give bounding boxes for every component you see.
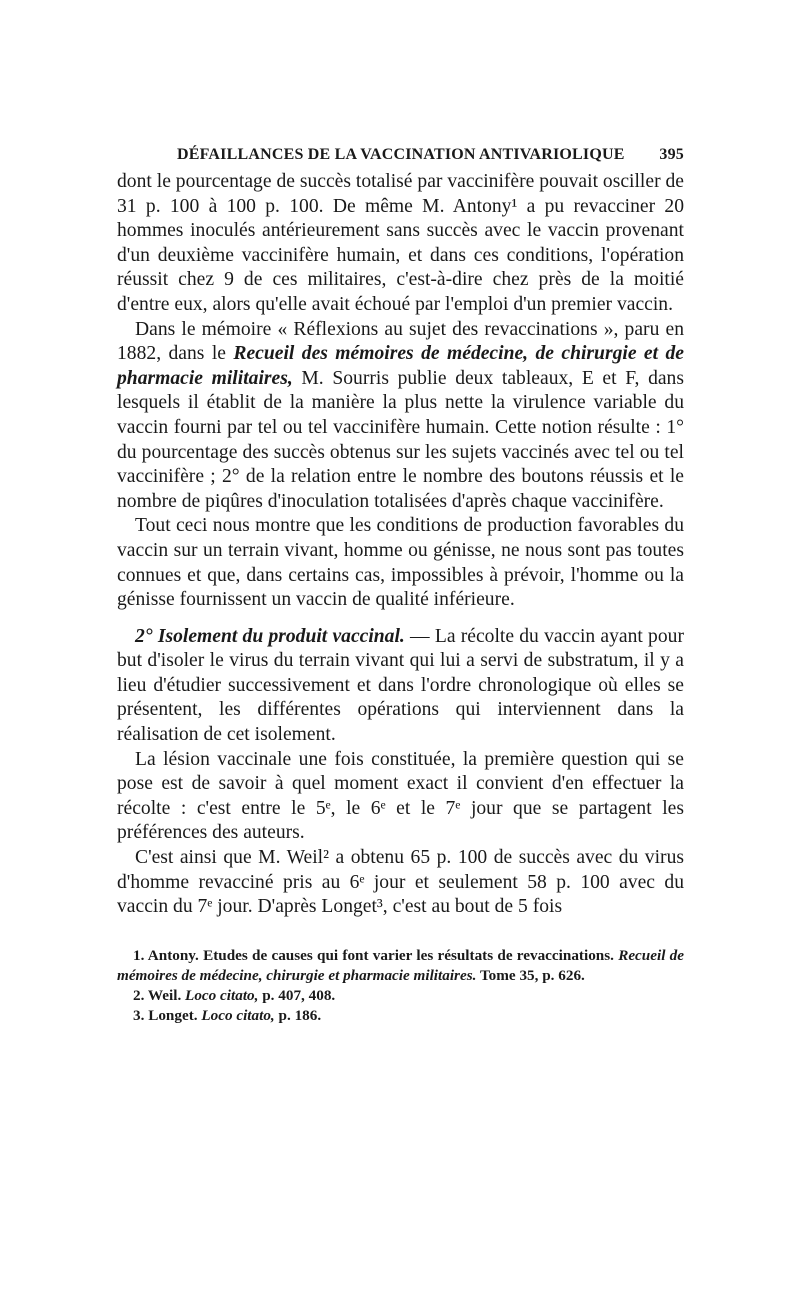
footnote bbox=[117, 986, 684, 1006]
footnote-text: p. 407, 408. bbox=[262, 986, 336, 1004]
footnote bbox=[117, 946, 684, 986]
footnote-text: 2. Weil. bbox=[133, 986, 182, 1004]
footnote-text: 1. Antony. Etudes de causes qui font varier les résultats de revaccinations. bbox=[133, 946, 614, 964]
footnote-citation: Loco citato, bbox=[185, 986, 259, 1004]
running-title: DÉFAILLANCES DE LA VACCINATION ANTIVARIOLIQUE bbox=[177, 146, 625, 163]
paragraph: La lésion vaccinale une fois constituée, la première question qui se pose est de savoir à quel moment exact il convient d'en effectuer la récolte : c'est entre le 5ᵉ, le 6ᵉ et le 7ᵉ jour que se partagent les préférences des auteurs. bbox=[117, 748, 684, 844]
paragraph: dont le pourcentage de succès totalisé par vaccinifère pouvait osciller de 31 p. 100 à 100 p. 100. De même M. Antony¹ a pu revacciner 20 hommes inoculés antérieurement sans succès avec le vaccin provenant d'un deuxième vaccinifère humain, et dans ces conditions, l'opération réussit chez 9 de ces militaires, c'est-à-dire chez près de la moitié d'entre eux, alors qu'elle avait échoué par l'emploi d'un premier vaccin. bbox=[117, 171, 684, 315]
footnote-citation: Loco citato, bbox=[201, 1006, 275, 1024]
journal-title: Recueil des mémoires de médecine, de chirurgie et de pharmacie militaires, bbox=[117, 343, 684, 389]
paragraph-text: M. Sourris publie deux tableaux, E et F, dans lesquels il établit de la manière la plus nette la virulence variable du vaccin fourni par tel ou tel vaccinifère humain. Cette notion résulte : 1° du pourcentage des succès obtenus sur les sujets vaccinés avec tel ou tel vaccinifère ; 2° de la relation entre le nombre des boutons réussis et le nombre de piqûres d'inoculation totalisées d'après chaque vaccinifère. bbox=[117, 367, 684, 512]
paragraph: C'est ainsi que M. Weil² a obtenu 65 p. 100 de succès avec du virus d'homme revacciné pris au 6ᵉ jour et seulement 58 p. 100 avec du vaccin du 7ᵉ jour. D'après Longet³, c'est au bout de 5 fois bbox=[117, 847, 684, 918]
paragraph-text: — La récolte du vaccin ayant pour but d'isoler le virus du terrain vivant qui lui a servi de substratum, il y a lieu d'étudier successivement et dans l'ordre chronologique où elles se présentent, les différentes opérations qui interviennent dans la réalisation de cet isolement. bbox=[117, 625, 684, 746]
page bbox=[117, 140, 684, 1026]
paragraph bbox=[117, 318, 684, 515]
footnote-journal: Recueil de mémoires de médecine, chirurgie et pharmacie militaires. bbox=[117, 946, 684, 984]
footnote-text: p. 186. bbox=[278, 1006, 322, 1024]
page-number: 395 bbox=[659, 146, 684, 163]
footnote-text: 3. Longet. bbox=[133, 1006, 198, 1024]
footnotes bbox=[117, 946, 684, 1026]
footnote-text: Tome 35, p. 626. bbox=[479, 966, 585, 984]
running-head bbox=[117, 140, 684, 170]
section-heading: 2° Isolement du produit vaccinal. bbox=[135, 625, 405, 647]
paragraph-text: Dans le mémoire « Réflexions au sujet des revaccinations », paru en 1882, dans le bbox=[117, 318, 684, 365]
footnote bbox=[117, 1006, 684, 1026]
paragraph: Tout ceci nous montre que les conditions de production favorables du vaccin sur un terrain vivant, homme ou génisse, ne nous sont pas toutes connues et que, dans certains cas, impossibles à prévoir, l'homme ou la génisse fournissent un vaccin de qualité inférieure. bbox=[117, 515, 684, 611]
body-text bbox=[117, 170, 684, 920]
section-paragraph bbox=[117, 625, 684, 748]
